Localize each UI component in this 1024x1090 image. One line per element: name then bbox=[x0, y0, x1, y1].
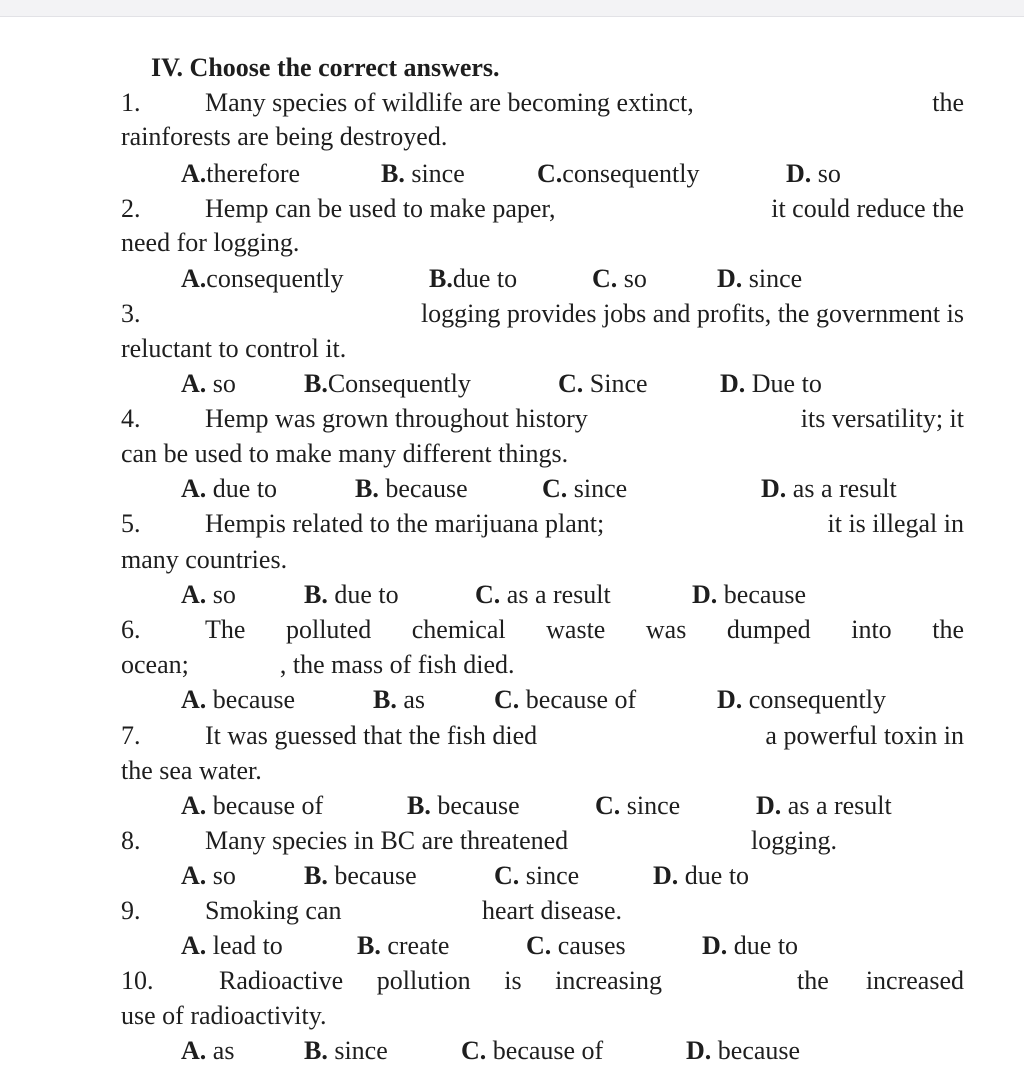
option-d[interactable]: D. due to bbox=[653, 861, 750, 890]
option-c[interactable]: C. as a result bbox=[475, 580, 611, 609]
option-a[interactable]: A. because of bbox=[181, 791, 324, 820]
question-text-after-blank: logging. bbox=[751, 826, 837, 855]
option-d[interactable]: D. Due to bbox=[720, 369, 822, 398]
exercise-heading: IV. Choose the correct answers. bbox=[151, 53, 500, 82]
option-b[interactable]: B. create bbox=[357, 931, 450, 960]
option-b[interactable]: B. because bbox=[304, 861, 417, 890]
option-c[interactable]: C. since bbox=[494, 861, 580, 890]
option-c[interactable]: C. Since bbox=[558, 369, 648, 398]
option-c[interactable]: C. so bbox=[592, 264, 647, 293]
option-b[interactable]: B. due to bbox=[304, 580, 399, 609]
question-continuation: can be used to make many different things. bbox=[121, 439, 569, 468]
option-a[interactable]: A. lead to bbox=[181, 931, 283, 960]
option-b[interactable]: B. as bbox=[373, 685, 426, 714]
option-b[interactable]: B. because bbox=[407, 791, 520, 820]
question-number: 8. bbox=[121, 826, 141, 855]
option-b[interactable]: B.due to bbox=[429, 264, 518, 293]
question-continuation: need for logging. bbox=[121, 228, 300, 257]
option-b[interactable]: B. since bbox=[381, 159, 465, 188]
option-a[interactable]: A. because bbox=[181, 685, 296, 714]
question-number: 7. bbox=[121, 721, 141, 750]
option-c[interactable]: C.consequently bbox=[537, 159, 700, 188]
question-text: The polluted chemical waste was dumped into the bbox=[205, 615, 964, 644]
question-text: Radioactive pollution is increasing bbox=[219, 966, 662, 995]
option-c[interactable]: C. since bbox=[595, 791, 681, 820]
question-text: Hemp was grown throughout history bbox=[205, 404, 588, 433]
question-text-after-blank: logging provides jobs and profits, the government is bbox=[420, 299, 964, 328]
question-text-after-blank: the increased bbox=[797, 966, 964, 995]
question-text: It was guessed that the fish died bbox=[205, 721, 538, 750]
option-a[interactable]: A.consequently bbox=[181, 264, 344, 293]
question-continuation: reluctant to control it. bbox=[121, 334, 347, 363]
option-d[interactable]: D. so bbox=[786, 159, 841, 188]
option-b[interactable]: B.Consequently bbox=[304, 369, 471, 398]
question-continuation: rainforests are being destroyed. bbox=[121, 122, 448, 151]
top-bar bbox=[0, 0, 1024, 17]
question-text-after-blank: a powerful toxin in bbox=[765, 721, 964, 750]
question-text: Many species in BC are threatened bbox=[205, 826, 569, 855]
option-d[interactable]: D. since bbox=[717, 264, 803, 293]
option-c[interactable]: C. because of bbox=[494, 685, 637, 714]
option-d[interactable]: D. as a result bbox=[761, 474, 897, 503]
question-number: 2. bbox=[121, 194, 141, 223]
option-c[interactable]: C. because of bbox=[461, 1036, 604, 1065]
question-number: 6. bbox=[121, 615, 141, 644]
question-number: 9. bbox=[121, 896, 141, 925]
option-d[interactable]: D. because bbox=[686, 1036, 801, 1065]
option-d[interactable]: D. as a result bbox=[756, 791, 892, 820]
option-a[interactable]: A. so bbox=[181, 580, 236, 609]
question-number: 5. bbox=[121, 509, 141, 538]
question-text-after-blank: its versatility; it bbox=[800, 404, 964, 433]
option-a[interactable]: A.therefore bbox=[181, 159, 301, 188]
question-text-after-blank: it could reduce the bbox=[771, 194, 964, 223]
question-number: 3. bbox=[121, 299, 141, 328]
option-c[interactable]: C. causes bbox=[526, 931, 626, 960]
question-text-after-blank: the bbox=[932, 88, 964, 117]
option-b[interactable]: B. because bbox=[355, 474, 468, 503]
option-c[interactable]: C. since bbox=[542, 474, 628, 503]
question-number: 10. bbox=[121, 966, 154, 995]
question-text: Many species of wildlife are becoming extinct, bbox=[205, 88, 694, 117]
question-text-after-blank: heart disease. bbox=[482, 896, 623, 925]
question-continuation: ocean; , the mass of fish died. bbox=[121, 650, 515, 679]
question-text: Hemp can be used to make paper, bbox=[205, 194, 556, 223]
option-a[interactable]: A. due to bbox=[181, 474, 278, 503]
option-d[interactable]: D. due to bbox=[702, 931, 799, 960]
option-d[interactable]: D. consequently bbox=[717, 685, 886, 714]
question-continuation: the sea water. bbox=[121, 756, 262, 785]
question-number: 4. bbox=[121, 404, 141, 433]
question-continuation: use of radioactivity. bbox=[121, 1001, 327, 1030]
option-a[interactable]: A. so bbox=[181, 861, 236, 890]
option-b[interactable]: B. since bbox=[304, 1036, 388, 1065]
question-text: Smoking can bbox=[205, 896, 342, 925]
option-a[interactable]: A. so bbox=[181, 369, 236, 398]
question-continuation: many countries. bbox=[121, 545, 288, 574]
question-text-after-blank: it is illegal in bbox=[827, 509, 964, 538]
question-number: 1. bbox=[121, 88, 141, 117]
question-text: Hempis related to the marijuana plant; bbox=[205, 509, 605, 538]
option-d[interactable]: D. because bbox=[692, 580, 807, 609]
option-a[interactable]: A. as bbox=[181, 1036, 235, 1065]
